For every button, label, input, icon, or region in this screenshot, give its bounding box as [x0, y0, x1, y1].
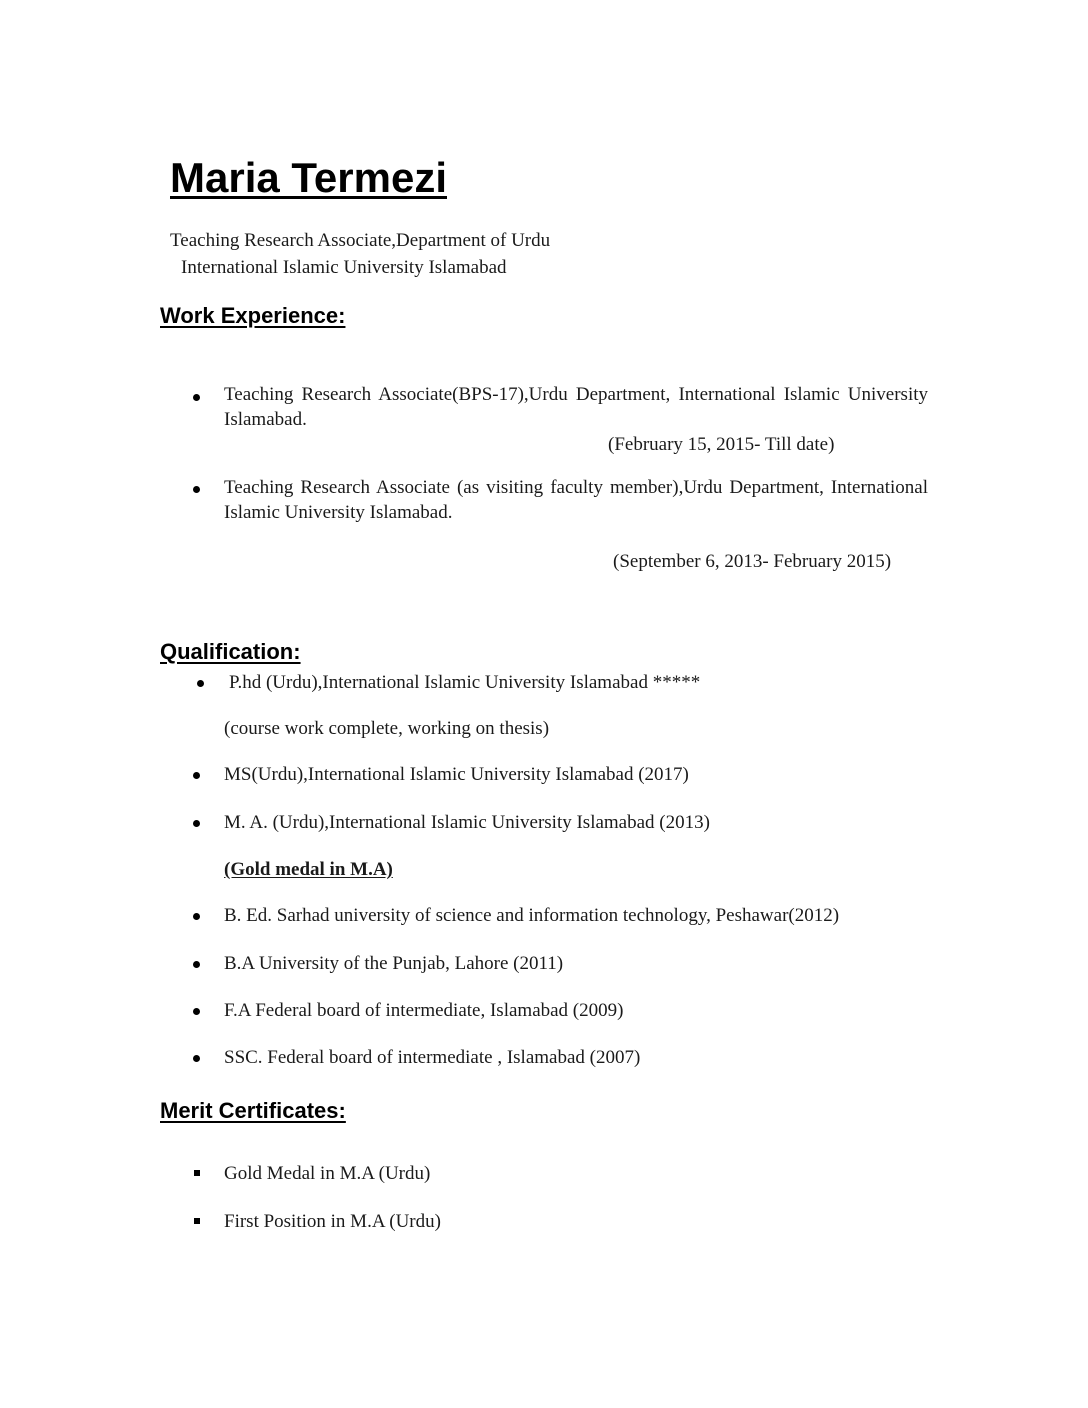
qualification-item-5: B.A University of the Punjab, Lahore (2011) [224, 953, 564, 974]
bullet-dot-icon [197, 680, 204, 687]
merit-item-2: First Position in M.A (Urdu) [224, 1211, 441, 1232]
qualification-heading: Qualification: [160, 639, 301, 664]
bullet-dot-icon [193, 961, 200, 968]
work-item-2-text: Teaching Research Associate (as visiting faculty member),Urdu Department, International Islamic University Islamabad. [224, 477, 928, 523]
qualification-item-3: M. A. (Urdu),International Islamic University Islamabad (2013) [224, 812, 710, 833]
bullet-dot-icon [193, 772, 200, 779]
job-title-line: Teaching Research Associate,Department of Urdu [170, 230, 551, 251]
bullet-dot-icon [193, 1008, 200, 1015]
merit-certificates-heading: Merit Certificates: [160, 1098, 346, 1123]
gold-medal-note: (Gold medal in M.A) [224, 859, 393, 880]
resume-name: Maria Termezi [170, 154, 447, 201]
qualification-item-6: F.A Federal board of intermediate, Islamabad (2009) [224, 1000, 624, 1021]
work-item-2-dates: (September 6, 2013- February 2015) [613, 551, 892, 572]
qualification-item-4: B. Ed. Sarhad university of science and information technology, Peshawar(2012) [224, 905, 840, 926]
work-experience-heading: Work Experience: [160, 303, 346, 328]
qualification-item-1-note: (course work complete, working on thesis) [224, 718, 550, 739]
merit-item-1: Gold Medal in M.A (Urdu) [224, 1163, 431, 1184]
bullet-dot-icon [193, 1055, 200, 1062]
bullet-dot-icon [193, 820, 200, 827]
bullet-square-icon [194, 1218, 200, 1224]
bullet-dot-icon [193, 486, 200, 493]
qualification-item-2: MS(Urdu),International Islamic University Islamabad (2017) [224, 764, 689, 785]
work-item-1-dates: (February 15, 2015- Till date) [608, 434, 835, 455]
bullet-square-icon [194, 1170, 200, 1176]
work-item-1-text: Teaching Research Associate(BPS-17),Urdu Department, International Islamic University Islamabad. [224, 384, 928, 430]
bullet-dot-icon [193, 394, 200, 401]
qualification-item-7: SSC. Federal board of intermediate , Islamabad (2007) [224, 1047, 641, 1068]
qualification-item-1: P.hd (Urdu),International Islamic University Islamabad ***** [229, 672, 701, 693]
institution-line: International Islamic University Islamabad [181, 257, 507, 278]
bullet-dot-icon [193, 913, 200, 920]
